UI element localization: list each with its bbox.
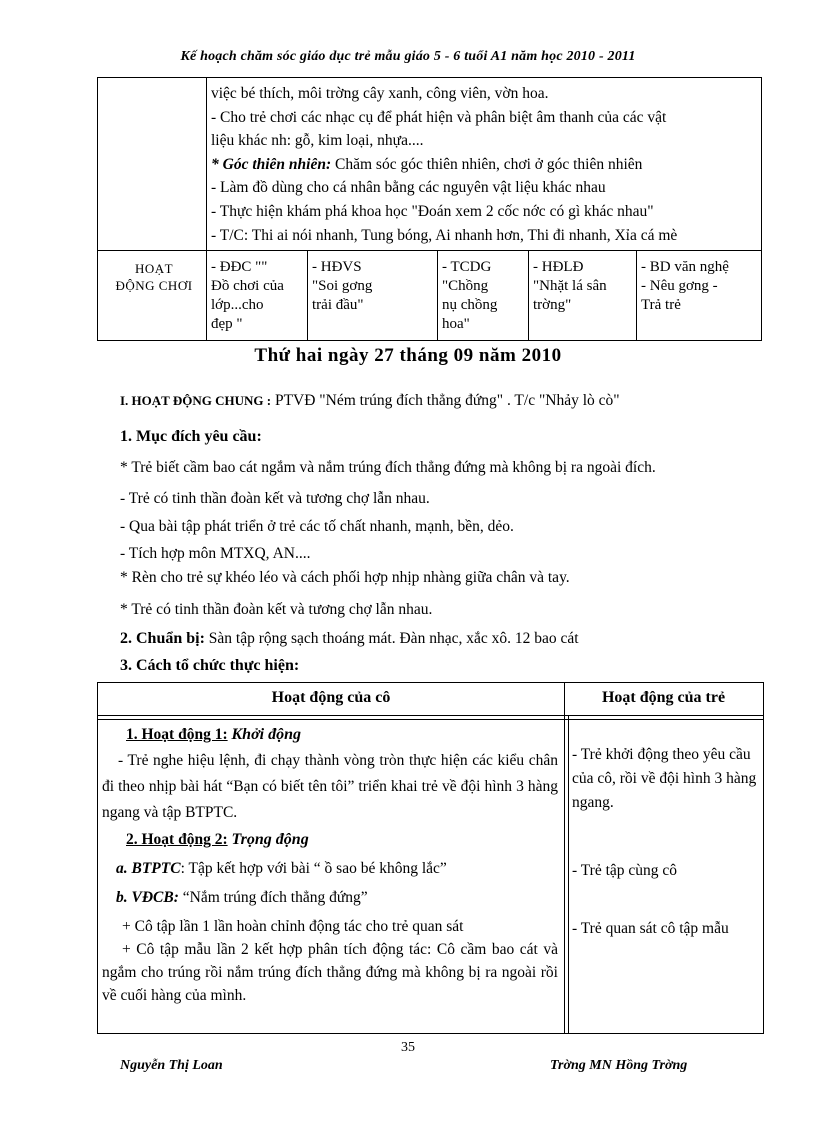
text-line: - Cho trẻ chơi các nhạc cụ để phát hiện và phân biệt âm thanh của các vật xyxy=(211,108,667,126)
activity-2-heading xyxy=(102,828,558,851)
cell-hdld xyxy=(533,258,607,315)
activity-label: 2. Hoạt động 2: xyxy=(126,831,228,848)
objective-item: - Tích hợp môn MTXQ, AN.... xyxy=(120,545,311,562)
text-line: việc bé thích, môi trờng cây xanh, công viên, vờn hoa. xyxy=(211,85,549,102)
cell-line: Đồ chơi của xyxy=(211,278,284,294)
page-header: Kế hoạch chăm sóc giáo dục trẻ mẫu giáo 5 - 6 tuổi A1 năm học 2010 - 2011 xyxy=(180,49,636,64)
text-line xyxy=(211,153,759,177)
table-divider xyxy=(307,250,308,340)
footer-author: Nguyễn Thị Loan xyxy=(120,1058,223,1073)
cell-line: nụ chồng xyxy=(442,297,498,313)
top-table-text xyxy=(211,82,759,247)
objective-item: - Qua bài tập phát triển ở trẻ các tố chất nhanh, mạnh, bền, dẻo. xyxy=(120,518,514,535)
activity-name: Khởi động xyxy=(231,726,301,743)
item-text: : Tập kết hợp với bài “ ồ sao bé không lắc” xyxy=(180,860,447,877)
activity-name: Trọng động xyxy=(231,831,309,848)
table-divider xyxy=(98,250,761,251)
goc-label: * Góc thiên nhiên: xyxy=(211,155,332,173)
goc-text: Chăm sóc góc thiên nhiên, chơi ở góc thiên nhiên xyxy=(331,155,643,173)
text-line: - Thực hiện khám phá khoa học "Đoán xem 2 cốc nớc có gì khác nhau" xyxy=(211,202,654,220)
cell-tcdg xyxy=(442,258,497,334)
step-1: + Cô tập lần 1 lần hoàn chỉnh động tác cho trẻ quan sát xyxy=(122,918,464,935)
step-2: + Cô tập mẫu lần 2 kết hợp phân tích động tác: Cô cầm bao cát và ngắm cho trúng rồi nắm trúng đích thẳng đứng mà không bị ra ngoài rồi về cuối hàng của mình. xyxy=(102,941,558,1004)
cell-line: "Chồng xyxy=(442,278,489,294)
item-label: a. BTPTC xyxy=(116,860,181,877)
vdcb-line xyxy=(102,886,558,909)
row-label-line: ĐỘNG CHƠI xyxy=(115,278,193,293)
table-divider xyxy=(206,78,207,340)
cell-line: Trả trẻ xyxy=(641,297,681,313)
child-activity: - Trẻ khởi động theo yêu cầu của cô, rồi về đội hình 3 hàng ngang. xyxy=(572,746,757,811)
activity-table xyxy=(97,682,764,1034)
objective-item: * Trẻ có tinh thần đoàn kết và tương chợ lẫn nhau. xyxy=(120,601,433,618)
cell-ddc xyxy=(211,258,284,334)
table-divider xyxy=(98,719,763,720)
cell-line: đẹp " xyxy=(211,316,243,332)
cell-line: trải đầu" xyxy=(312,297,364,313)
cell-line: - BD văn nghệ xyxy=(641,259,729,275)
text-line: liệu khác nh: gỗ, kim loại, nhựa.... xyxy=(211,132,424,150)
btptc-line xyxy=(102,857,558,880)
cell-line: - HĐLĐ xyxy=(533,259,584,275)
section-label: 2. Chuẩn bị: xyxy=(120,630,205,647)
activity-1-text: - Trẻ nghe hiệu lệnh, đi chạy thành vòng tròn thực hiện các kiểu chân đi theo nhịp bài hát “Bạn có biết tên tôi” triển khai trẻ về đội hình 3 hàng ngang và tập BTPTC. xyxy=(102,752,558,821)
cell-line: "Soi gơng xyxy=(312,278,373,294)
cell-line: "Nhặt lá sân xyxy=(533,278,607,294)
cell-hdvs xyxy=(312,258,372,315)
cell-line: - HĐVS xyxy=(312,259,362,275)
table-divider xyxy=(564,683,565,1033)
table-divider xyxy=(636,250,637,340)
section-objectives-title: 1. Mục đích yêu cầu: xyxy=(120,428,262,445)
objective-item: * Rèn cho trẻ sự khéo léo và cách phối hợp nhịp nhàng giữa chân và tay. xyxy=(120,569,570,586)
section-label: I. HOẠT ĐỘNG CHUNG : xyxy=(120,393,272,408)
item-text: “Nắm trúng đích thẳng đứng” xyxy=(178,889,368,906)
section-organization-title: 3. Cách tổ chức thực hiện: xyxy=(120,657,300,674)
footer-school: Trờng MN Hồng Trờng xyxy=(550,1058,688,1073)
text-line: - T/C: Thi ai nói nhanh, Tung bóng, Ai nhanh hơn, Thi đi nhanh, Xỉa cá mè xyxy=(211,226,678,244)
column-header-child: Hoạt động của trẻ xyxy=(601,689,726,706)
day-title: Thứ hai ngày 27 tháng 09 năm 2010 xyxy=(254,345,562,366)
section-general-activity xyxy=(120,392,620,410)
cell-line: - ĐĐC "" xyxy=(211,259,268,275)
column-header-teacher: Hoạt động của cô xyxy=(271,689,391,706)
cell-bd-van-nghe xyxy=(641,258,729,315)
table-divider xyxy=(528,250,529,340)
table-divider xyxy=(437,250,438,340)
activity-label: 1. Hoạt động 1: xyxy=(126,726,228,743)
row-label xyxy=(98,260,210,294)
table-divider xyxy=(568,715,569,1033)
page-number: 35 xyxy=(401,1040,415,1055)
activity-1-heading xyxy=(102,723,558,746)
cell-line: - Nêu gơng - xyxy=(641,278,718,294)
cell-line: trờng" xyxy=(533,297,572,313)
section-text: Sàn tập rộng sạch thoáng mát. Đàn nhạc, xắc xô. 12 bao cát xyxy=(204,630,579,647)
item-label: b. VĐCB: xyxy=(116,889,179,906)
section-preparation xyxy=(120,630,579,648)
cell-line: - TCDG xyxy=(442,259,492,275)
cell-line: lớp...cho xyxy=(211,297,264,313)
teacher-activities xyxy=(102,723,558,1007)
objective-item: - Trẻ có tinh thần đoàn kết và tương chợ lẫn nhau. xyxy=(120,490,430,507)
cell-line: hoa" xyxy=(442,316,470,332)
top-activity-table xyxy=(97,77,762,341)
table-divider xyxy=(98,715,763,716)
child-activity: - Trẻ tập cùng cô xyxy=(572,862,678,879)
text-line: - Làm đồ dùng cho cá nhân bằng các nguyên vật liệu khác nhau xyxy=(211,179,606,197)
section-text: PTVĐ "Ném trúng đích thẳng đứng" . T/c "Nhảy lò cò" xyxy=(271,392,620,409)
objective-item: * Trẻ biết cầm bao cát ngắm và nắm trúng đích thẳng đứng mà không bị ra ngoài đích. xyxy=(120,459,656,476)
row-label-line: HOẠT xyxy=(134,261,174,276)
child-activity: - Trẻ quan sát cô tập mẫu xyxy=(572,920,729,937)
